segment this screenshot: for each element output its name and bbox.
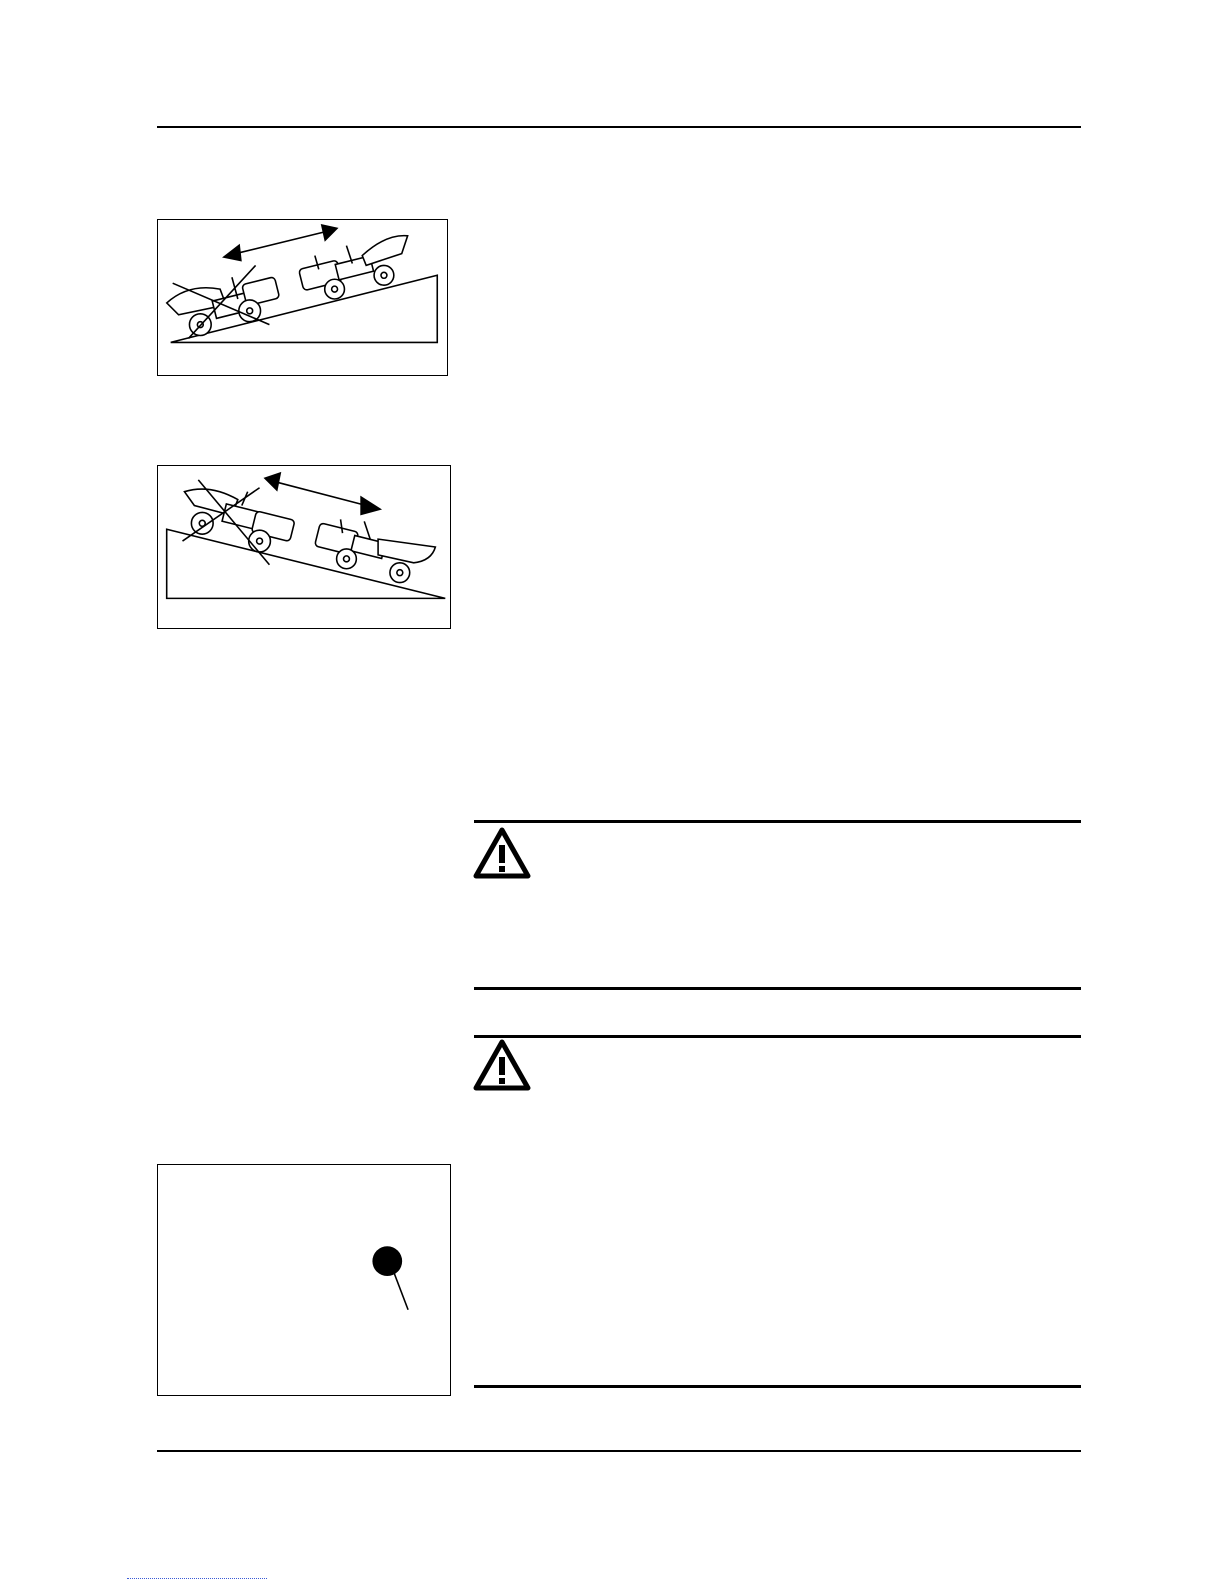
link-underline[interactable] (127, 1578, 267, 1579)
downhill-slope-dumper-illustration (158, 466, 450, 628)
warning-triangle-icon (472, 826, 532, 880)
dumper-correct-position (299, 236, 408, 299)
header-rule (157, 126, 1081, 128)
arrow-head-right (360, 496, 382, 516)
warning-bottom-rule (474, 987, 1081, 990)
warning-top-rule (474, 820, 1081, 823)
dumper-correct-position (315, 519, 436, 582)
dumper-wrong-position (184, 489, 294, 552)
dumper-wrong-position (167, 277, 280, 336)
figure-uphill-dumpers (157, 219, 448, 376)
figure-downhill-dumpers (157, 465, 451, 629)
section-end-rule (474, 1385, 1081, 1388)
arrow-head-left (264, 472, 282, 492)
arrow-head-left (222, 244, 242, 262)
arrow-head-right (321, 224, 339, 242)
warning-top-rule (474, 1035, 1081, 1038)
footer-rule (157, 1450, 1081, 1452)
uphill-slope-dumper-illustration (158, 220, 447, 375)
figure-component-callout (157, 1164, 451, 1396)
callout-marker (158, 1165, 450, 1395)
warning-triangle-icon (472, 1038, 532, 1092)
